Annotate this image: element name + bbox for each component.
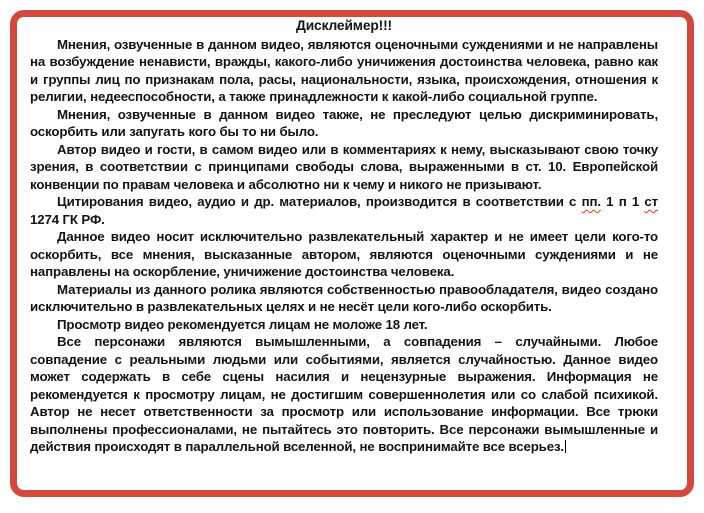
text-segment: Мнения, озвученные в данном видео также, не преследуют целью дискриминировать, оскорбить или запугать кого бы то ни было.: [30, 106, 658, 139]
disclaimer-paragraph: [30, 193, 658, 228]
text-segment: 1274 ГК РФ.: [30, 211, 105, 227]
text-segment: Все персонажи являются вымышленными, а совпадения – случайными. Любое совпадение с реальными людьми или событиями, является случайностью. Данное видео может содержать в себе сцены насилия и нецензурные выражения. Информация не рекомендуется к просмотру лицам, не достигшим совершеннолетия или со слабой психикой. Автор не несет ответственности за просмотр или использование информации. Все трюки выполнены профессионалами, не пытайтесь это повторить. Все персонажи вымышленные и действия происходят в параллельной вселенной, не воспринимайте все всерьез.: [30, 334, 658, 454]
text-segment: Цитирования видео, аудио и др. материалов, производится в соответствии с: [57, 194, 582, 209]
text-segment: Материалы из данного ролика являются собственностью правообладателя, видео создано исключительно в развлекательных целях и не несёт цели кого-либо оскорбить.: [30, 281, 658, 314]
disclaimer-paragraph: [30, 36, 658, 106]
disclaimer-paragraph: [30, 333, 658, 456]
disclaimer-content: [30, 17, 658, 456]
disclaimer-paragraphs: [30, 36, 658, 456]
misspelled-word: пп.: [581, 194, 601, 209]
text-cursor: [565, 440, 566, 453]
text-segment: Автор видео и гости, в самом видео или в комментариях к нему, высказывают свою точку зрения, в соответствии с принципами свободы слова, выраженными в ст. 10. Европейской конвенции по правам человека и абсолютно ни к чему и никого не призывают.: [30, 141, 658, 192]
disclaimer-paragraph: [30, 316, 658, 334]
disclaimer-paragraph: [30, 281, 658, 316]
disclaimer-paragraph: [30, 106, 658, 141]
text-segment: 1 п 1: [600, 194, 645, 209]
disclaimer-paragraph: [30, 141, 658, 194]
misspelled-word: ст: [644, 194, 658, 209]
disclaimer-title: Дисклеймер!!!: [296, 18, 392, 33]
text-segment: Данное видео носит исключительно развлекательный характер и не имеет цели кого-то оскорбить, все мнения, высказанные автором, являются оценочными суждениями и не направлены на оскорбление, уничижение достоинства человека.: [30, 229, 658, 279]
text-segment: Просмотр видео рекомендуется лицам не моложе 18 лет.: [57, 316, 428, 332]
text-segment: Мнения, озвученные в данном видео, являются оценочными суждениями и не направлены на возбуждение ненависти, вражды, какого-либо уничижения достоинства человека, равно как и группы лиц по признакам пола, расы, национальности, языка, происхождения, отношения к религии, недееспособности, а также принадлежности к какой-либо социальной группе.: [30, 36, 658, 104]
disclaimer-paragraph: [30, 228, 658, 281]
